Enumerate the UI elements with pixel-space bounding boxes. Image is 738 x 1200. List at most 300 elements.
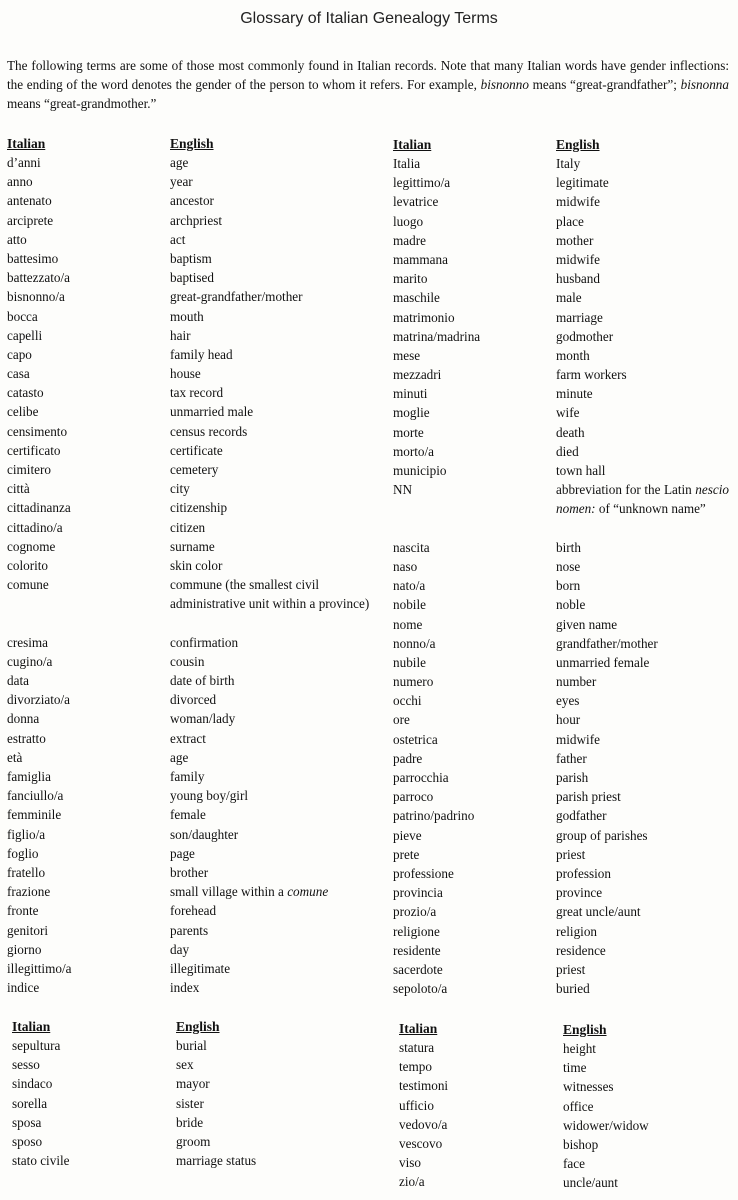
italian-term-text: famiglia: [7, 769, 51, 785]
english-term-text: father: [556, 750, 587, 766]
italian-term: [7, 729, 157, 748]
english-term: [556, 346, 729, 365]
english-term: [170, 326, 370, 345]
italian-term: [7, 172, 157, 191]
italian-term-text: legittimo/a: [393, 175, 451, 191]
english-term: [556, 960, 729, 979]
italian-term: [393, 154, 543, 173]
italian-term: [7, 402, 157, 421]
italian-term-text: capo: [7, 346, 32, 362]
english-term: [170, 537, 370, 556]
italian-term-text: genitori: [7, 922, 49, 938]
english-term: [556, 845, 729, 864]
english-term: [556, 557, 729, 576]
english-term: [556, 595, 729, 614]
english-term-text: godmother: [556, 328, 614, 344]
italian-term-text: giorno: [7, 941, 42, 957]
italian-term: [393, 941, 543, 960]
english-term: [556, 173, 729, 192]
italian-term: [393, 595, 543, 614]
english-term: [563, 1116, 733, 1135]
english-header: English: [556, 137, 600, 152]
italian-term-text: sesso: [12, 1057, 40, 1073]
english-term: [556, 288, 729, 307]
english-term-text: day: [170, 941, 190, 957]
italian-term-text: matrimonio: [393, 309, 455, 325]
english-term-text: uncle/aunt: [563, 1175, 618, 1191]
english-term: [556, 672, 729, 691]
section1-left-italian-column: [7, 134, 157, 997]
italian-term: [393, 557, 543, 576]
italian-term-text: residente: [393, 942, 441, 958]
italian-term: [393, 864, 543, 883]
english-term: [176, 1151, 376, 1170]
english-term-text: death: [556, 424, 585, 440]
english-term-text: archpriest: [170, 212, 222, 228]
italian-term: [7, 709, 157, 728]
italian-term: [393, 768, 543, 787]
english-term-text: cemetery: [170, 462, 219, 477]
italian-term-text: prozio/a: [393, 904, 437, 920]
italian-term-text: arciprete: [7, 212, 54, 228]
english-term-text: husband: [556, 271, 600, 287]
english-term: [556, 730, 729, 749]
italian-term: [393, 710, 543, 729]
italian-term: [393, 787, 543, 806]
english-term-text: extract: [170, 730, 206, 746]
section2-left-italian-column: [12, 1017, 162, 1170]
italian-term-text: ore: [393, 712, 410, 728]
english-term-text: age: [170, 155, 189, 170]
italian-term: [393, 634, 543, 653]
italian-term: [7, 307, 157, 326]
english-term-text: city: [170, 481, 190, 497]
english-term: [556, 212, 729, 231]
italian-term-text: padre: [393, 750, 423, 766]
english-term: [170, 441, 370, 460]
italian-term: [7, 978, 157, 997]
page-title: Glossary of Italian Genealogy Terms: [240, 10, 498, 27]
english-term-text: grandfather/mother: [556, 635, 658, 651]
english-term: [176, 1036, 376, 1055]
english-term: [176, 1132, 376, 1151]
english-term-text: face: [563, 1156, 585, 1172]
italian-term-text: anno: [7, 174, 33, 190]
english-term-text: small village within a: [170, 884, 288, 900]
italian-term: [393, 902, 543, 921]
italian-term: [399, 1134, 549, 1153]
english-term: [563, 1173, 733, 1192]
italian-term-text: data: [7, 673, 29, 689]
english-term-text: citizenship: [170, 500, 228, 516]
italian-term: [393, 576, 543, 595]
italian-term: [393, 806, 543, 825]
italian-term: [393, 960, 543, 979]
english-term: [170, 709, 370, 728]
english-term-text: priest: [556, 846, 586, 862]
english-term-text: forehead: [170, 903, 217, 919]
italian-term-text: antenato: [7, 193, 52, 209]
english-term-text: family head: [170, 346, 233, 362]
italian-terms: [7, 153, 157, 997]
italian-term: [7, 940, 157, 959]
english-term-text: certificate: [170, 442, 223, 458]
english-term: [556, 864, 729, 883]
english-term: [170, 383, 370, 402]
italian-header: Italian: [7, 136, 46, 151]
italian-term: [7, 767, 157, 786]
italian-term-text: celibe: [7, 404, 39, 420]
english-term-text: eyes: [556, 693, 580, 709]
english-term-text: height: [563, 1041, 596, 1056]
english-term-text: surname: [170, 538, 215, 554]
english-term-text: young boy/girl: [170, 788, 249, 804]
italian-term-text: illegittimo/a: [7, 960, 72, 976]
english-term-text: mayor: [176, 1076, 210, 1092]
italian-term: [7, 326, 157, 345]
italian-term-text: femminile: [7, 807, 62, 823]
english-term: [563, 1154, 733, 1173]
italian-term: [7, 805, 157, 824]
english-term-text: brother: [170, 864, 209, 880]
english-term: [170, 959, 370, 978]
english-term: [170, 518, 370, 537]
italian-term: [12, 1094, 162, 1113]
english-term: [176, 1113, 376, 1132]
italian-term-text: patrino/padrino: [393, 808, 475, 824]
italian-term-text: moglie: [393, 405, 430, 421]
italian-term-text: parrocchia: [393, 770, 449, 786]
english-terms: [170, 153, 370, 997]
english-term: [176, 1094, 376, 1113]
english-term-text: mother: [556, 232, 594, 248]
english-term-text: burial: [176, 1038, 207, 1053]
english-term-text: office: [563, 1098, 594, 1114]
english-term: [556, 365, 729, 384]
italian-term-text: età: [7, 749, 23, 765]
italian-term: [393, 749, 543, 768]
section1-right-english-column: [556, 135, 729, 998]
italian-term-text: nobile: [393, 597, 426, 613]
italian-term: [399, 1038, 549, 1057]
english-term: [170, 652, 370, 671]
english-term-text: time: [563, 1060, 587, 1076]
english-term: [170, 287, 370, 306]
english-term: [170, 575, 370, 633]
italian-term: [7, 479, 157, 498]
italian-term-text: maschile: [393, 290, 440, 306]
english-term-text: godfather: [556, 808, 607, 824]
english-term: [556, 902, 729, 921]
italian-term: [399, 1153, 549, 1172]
italian-term: [7, 230, 157, 249]
intro-example-term: bisnonna: [680, 77, 729, 92]
english-term: [556, 710, 729, 729]
english-term: [170, 230, 370, 249]
english-term: [556, 192, 729, 211]
section2-right-italian-column: [399, 1019, 549, 1192]
intro-text: means “great-grandfather”;: [528, 77, 681, 92]
italian-term: [7, 863, 157, 882]
italian-term: [393, 442, 543, 461]
italian-term-text: mezzadri: [393, 367, 442, 383]
italian-term: [393, 423, 543, 442]
italian-term-text: mese: [393, 347, 421, 363]
english-term: [563, 1058, 733, 1077]
english-term: [556, 806, 729, 825]
italian-term: [7, 652, 157, 671]
italian-term-text: madre: [393, 232, 426, 248]
italian-term: [399, 1096, 549, 1115]
italian-term: [7, 364, 157, 383]
english-term: [556, 269, 729, 288]
italian-term-text: luogo: [393, 213, 424, 229]
italian-term-text: stato civile: [12, 1153, 70, 1169]
english-term: [556, 615, 729, 634]
english-term: [556, 250, 729, 269]
english-term: [170, 153, 370, 172]
italian-term: [393, 212, 543, 231]
english-term-text: place: [556, 213, 584, 229]
italian-term: [7, 690, 157, 709]
english-term-text: given name: [556, 616, 618, 632]
italian-term-text: catasto: [7, 385, 44, 401]
english-term-text: bride: [176, 1114, 204, 1130]
english-term: [556, 308, 729, 327]
italian-term-text: censimento: [7, 423, 68, 439]
english-term-text: profession: [556, 865, 611, 881]
italian-term-text: ufficio: [399, 1097, 434, 1113]
english-term: [170, 844, 370, 863]
italian-term-text: municipio: [393, 463, 447, 478]
italian-term: [393, 384, 543, 403]
italian-term: [7, 268, 157, 287]
english-term-text: baptised: [170, 270, 214, 286]
english-term-text: census records: [170, 423, 248, 439]
english-term: [170, 191, 370, 210]
english-term-text: religion: [556, 923, 598, 939]
english-term: [170, 249, 370, 268]
italian-term: [12, 1151, 162, 1170]
english-term-text: midwife: [556, 251, 600, 267]
english-term: [556, 941, 729, 960]
italian-term: [393, 308, 543, 327]
english-term-text: widower/widow: [563, 1117, 649, 1133]
italian-term-text: sepoloto/a: [393, 981, 448, 997]
english-term-text: son/daughter: [170, 826, 239, 842]
english-term-text: mouth: [170, 308, 204, 324]
italian-term: [12, 1055, 162, 1074]
english-term-text: died: [556, 443, 579, 459]
english-term: [556, 442, 729, 461]
italian-term-text: provincia: [393, 885, 443, 901]
italian-term: [7, 460, 157, 479]
italian-term-text: battezzato/a: [7, 270, 70, 286]
english-terms: [563, 1039, 733, 1193]
english-term-text: male: [556, 290, 582, 306]
english-term: [556, 384, 729, 403]
english-term: [556, 154, 729, 173]
italian-term-text: morto/a: [393, 443, 435, 459]
english-term-text: sister: [176, 1095, 204, 1111]
italian-term: [393, 845, 543, 864]
english-term-text: house: [170, 366, 201, 382]
italian-term-text: ostetrica: [393, 731, 438, 747]
english-term: [170, 460, 370, 479]
italian-term: [7, 191, 157, 210]
english-term: [556, 979, 729, 998]
english-term-text: ancestor: [170, 193, 214, 209]
italian-term: [393, 979, 543, 998]
italian-term-text: d’anni: [7, 155, 41, 170]
english-term-text: province: [556, 885, 603, 901]
english-term-text: family: [170, 769, 205, 785]
italian-term: [399, 1115, 549, 1134]
english-term-text: female: [170, 807, 206, 823]
italian-term-text: tempo: [399, 1059, 432, 1075]
section2-left-english-column: [176, 1017, 376, 1170]
intro-text: The following terms are some of those most commonly found in Italian records. Note that many Italian words have gender inflections: the ending of the word denotes the gender of the person to whom it refers. For example,: [7, 58, 729, 92]
italian-term-text: atto: [7, 231, 27, 247]
italian-term: [393, 691, 543, 710]
english-term-text: nose: [556, 558, 581, 574]
english-term: [170, 172, 370, 191]
english-term-emphasis: comune: [287, 884, 329, 900]
italian-term: [393, 403, 543, 422]
intro-example-term: bisnonno: [480, 77, 529, 92]
italian-term: [393, 250, 543, 269]
italian-header: Italian: [12, 1019, 51, 1034]
italian-terms: [12, 1036, 162, 1170]
english-term: [170, 748, 370, 767]
italian-term: [7, 959, 157, 978]
english-term-text: parish priest: [556, 789, 621, 805]
italian-term: [7, 748, 157, 767]
italian-term-text: cresima: [7, 634, 49, 650]
italian-term: [393, 730, 543, 749]
english-term-text: date of birth: [170, 673, 235, 689]
italian-term: [7, 844, 157, 863]
italian-terms: [393, 154, 543, 998]
english-term-text: group of parishes: [556, 827, 648, 843]
italian-term-text: cittadinanza: [7, 500, 71, 516]
italian-term: [393, 922, 543, 941]
english-term: [170, 940, 370, 959]
italian-term-text: religione: [393, 923, 440, 939]
italian-term: [393, 327, 543, 346]
english-term: [556, 403, 729, 422]
italian-term-text: bisnonno/a: [7, 289, 65, 305]
italian-term-text: mammana: [393, 251, 448, 267]
italian-term-text: battesimo: [7, 250, 59, 266]
english-term-text: divorced: [170, 692, 217, 708]
english-term-text: priest: [556, 961, 586, 977]
italian-term-text: nato/a: [393, 578, 426, 594]
english-term-text: abbreviation for the Latin: [556, 482, 696, 498]
italian-term-text: fanciullo/a: [7, 788, 64, 804]
italian-term: [7, 518, 157, 537]
italian-term: [393, 288, 543, 307]
italian-term-text: sposa: [12, 1114, 42, 1130]
english-term-text: minute: [556, 386, 593, 402]
english-term: [556, 538, 729, 557]
italian-term-text: levatrice: [393, 194, 439, 210]
italian-term-text: sindaco: [12, 1076, 53, 1092]
english-term-text: town hall: [556, 463, 606, 478]
italian-term-text: parroco: [393, 789, 434, 805]
english-term: [170, 921, 370, 940]
italian-term-text: frazione: [7, 884, 51, 900]
italian-term-text: sacerdote: [393, 961, 443, 977]
english-term-text: legitimate: [556, 175, 609, 191]
italian-term: [12, 1036, 162, 1055]
italian-term: [393, 269, 543, 288]
italian-term-text: professione: [393, 865, 454, 881]
english-term-emphasis: nescio nomen:: [556, 482, 729, 517]
italian-term: [399, 1172, 549, 1191]
english-term: [170, 556, 370, 575]
italian-term-text: cugino/a: [7, 653, 53, 669]
italian-term-text: nubile: [393, 654, 426, 670]
english-term-text: marriage status: [176, 1153, 257, 1169]
italian-term: [393, 346, 543, 365]
english-term-text: commune (the smallest civil administrative unit within a province): [170, 577, 370, 612]
italian-term: [399, 1076, 549, 1095]
english-term: [170, 825, 370, 844]
italian-term-text: occhi: [393, 693, 422, 709]
italian-term: [7, 153, 157, 172]
italian-term: [393, 365, 543, 384]
intro-paragraph: [7, 56, 729, 113]
english-term: [170, 479, 370, 498]
italian-term-text: foglio: [7, 845, 39, 861]
italian-term-text: cittadino/a: [7, 519, 63, 535]
english-term-text: wife: [556, 405, 580, 421]
italian-term-text: morte: [393, 424, 424, 440]
italian-term: [7, 537, 157, 556]
italian-term: [7, 498, 157, 517]
english-term: [556, 231, 729, 250]
english-term: [563, 1097, 733, 1116]
english-term-text: year: [170, 174, 193, 190]
english-term-text: groom: [176, 1133, 211, 1149]
english-term-text: age: [170, 749, 189, 765]
english-term-text: woman/lady: [170, 711, 236, 727]
english-term: [170, 901, 370, 920]
italian-term-text: nonno/a: [393, 635, 436, 651]
italian-term-text: zio/a: [399, 1174, 425, 1190]
english-term-text: unmarried male: [170, 404, 254, 420]
italian-term-text: vedovo/a: [399, 1116, 448, 1132]
italian-term-text: matrina/madrina: [393, 328, 481, 344]
english-term: [556, 423, 729, 442]
italian-term: [7, 825, 157, 844]
italian-term: [7, 901, 157, 920]
english-term-text: birth: [556, 539, 581, 555]
english-term: [556, 749, 729, 768]
italian-term: [7, 249, 157, 268]
english-term-text: residence: [556, 942, 606, 958]
english-term-text: month: [556, 347, 590, 363]
italian-term: [7, 882, 157, 901]
english-term: [170, 767, 370, 786]
english-term-text: parish: [556, 770, 589, 786]
english-term-text: witnesses: [563, 1079, 614, 1095]
italian-term-text: indice: [7, 980, 40, 996]
english-term: [556, 922, 729, 941]
italian-term: [393, 231, 543, 250]
english-term: [556, 653, 729, 672]
